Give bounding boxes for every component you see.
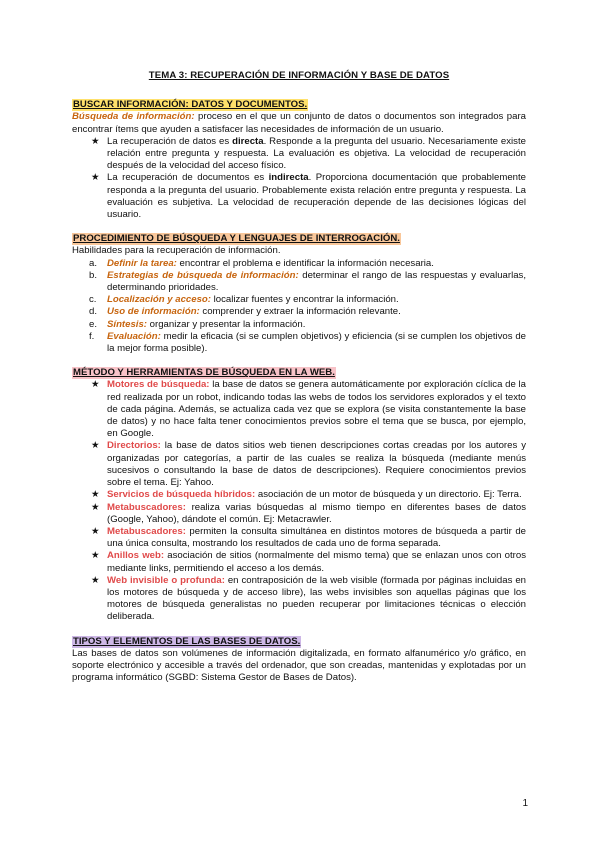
star-bullet-icon: ★ bbox=[91, 525, 100, 537]
section-tipos-bases-datos bbox=[72, 636, 526, 685]
list-item bbox=[72, 440, 526, 489]
page-title: TEMA 3: RECUPERACIÓN DE INFORMACIÓN Y BASE DE DATOS bbox=[148, 70, 450, 81]
term: Servicios de búsqueda híbridos: bbox=[107, 489, 256, 501]
definition: la base de datos sitios web tienen descripciones cortas creadas por los autores y organizadas por categorías, a partir de las cuales se realiza la búsqueda (mediante menús sucesivos o consultando la base de datos de descripciones). Requiere conocimientos previos sobre el tema. Ej: Yahoo. bbox=[107, 440, 526, 489]
section-buscar-informacion bbox=[72, 99, 526, 221]
list-item bbox=[72, 526, 526, 550]
list-marker: d. bbox=[89, 306, 98, 318]
star-bullet-icon: ★ bbox=[91, 440, 100, 452]
list-item bbox=[72, 306, 526, 318]
list-item bbox=[72, 550, 526, 574]
definition: la base de datos se genera automáticamente por exploración cíclica de la red realizada por un robot, indicando todas las webs de todos los servidores explorados y el texto de cada página. Además, se actualiza cada vez que se explora (se visita constantemente la base de datos) y no hace falta tener conocimientos previos sobre el tema que se busca, por ejemplo, en Google. bbox=[107, 379, 527, 440]
page-number: 1 bbox=[522, 798, 528, 809]
definition: permiten la consulta simultánea en distintos motores de búsqueda a partir de una única consulta, mostrando los resultados de cada uno de forma separada. bbox=[107, 525, 526, 550]
star-list bbox=[72, 136, 526, 221]
paragraph: Las bases de datos son volúmenes de información digitalizada, en formato alfanumérico y/o gráfico, en soporte electrónico y accesible a través del ordenador, que son creadas, mantenidas y explotadas por un programa informático (SGBD: Sistema Gestor de Bases de Datos). bbox=[72, 647, 526, 684]
definition: comprender y extraer la información relevante. bbox=[199, 306, 401, 318]
term: Anillos web: bbox=[107, 550, 165, 562]
star-list bbox=[72, 379, 526, 623]
star-bullet-icon: ★ bbox=[91, 501, 100, 513]
term: Motores de búsqueda: bbox=[107, 379, 210, 391]
list-marker: a. bbox=[89, 257, 98, 269]
list-marker: b. bbox=[89, 269, 98, 281]
term: Definir la tarea: bbox=[107, 257, 177, 269]
definition: proceso en el que un conjunto de datos o documentos son integrados para encontrar ítems que ayuden a satisfacer las necesidades de información de un usuario. bbox=[72, 111, 526, 135]
list-item bbox=[72, 502, 526, 526]
term: Web invisible o profunda: bbox=[107, 574, 225, 586]
list-item bbox=[72, 136, 526, 173]
emphasis: indirecta bbox=[268, 172, 309, 184]
term: Directorios: bbox=[107, 440, 161, 452]
list-item bbox=[72, 489, 526, 501]
list-marker: e. bbox=[89, 318, 98, 330]
term: Estrategias de búsqueda de información: bbox=[107, 269, 299, 281]
list-item bbox=[72, 379, 526, 440]
page-content bbox=[72, 70, 526, 684]
star-bullet-icon: ★ bbox=[91, 172, 100, 184]
section-heading: PROCEDIMIENTO DE BÚSQUEDA Y LENGUAJES DE INTERROGACIÓN. bbox=[73, 233, 400, 245]
section-heading: TIPOS Y ELEMENTOS DE LAS BASES DE DATOS. bbox=[73, 635, 301, 647]
term: Evaluación: bbox=[107, 330, 161, 342]
emphasis: directa bbox=[232, 135, 264, 147]
definition: determinar el rango de las respuestas y evaluarlas, determinando prioridades. bbox=[107, 269, 526, 294]
term: Metabuscadores: bbox=[107, 525, 186, 537]
star-bullet-icon: ★ bbox=[91, 379, 100, 391]
term: Localización y acceso: bbox=[107, 294, 211, 306]
definition: organizar y presentar la información. bbox=[147, 318, 306, 330]
text: La recuperación de datos es bbox=[107, 135, 233, 147]
section-heading: MÉTODO Y HERRAMIENTAS DE BÚSQUEDA EN LA WEB. bbox=[73, 367, 335, 379]
term: Uso de información: bbox=[107, 306, 200, 318]
term: Síntesis: bbox=[107, 318, 147, 330]
section-metodo-herramientas bbox=[72, 367, 526, 623]
definition: en contraposición de la web visible (formada por páginas incluidas en los motores de búsqueda y de acceso libre), las webs invisibles son aquellas páginas que los motores de búsqueda generalistas no pueden recuperar por limitaciones técnicas o elección deliberada. bbox=[107, 574, 526, 623]
section-heading: BUSCAR INFORMACIÓN: DATOS Y DOCUMENTOS. bbox=[73, 99, 308, 111]
list-item bbox=[72, 331, 526, 355]
definition: realiza varias búsquedas al mismo tiempo en diferentes bases de datos (Google, Yahoo), dándote el común. Ej: Metacrawler. bbox=[107, 501, 526, 525]
list-item bbox=[72, 575, 526, 624]
star-bullet-icon: ★ bbox=[91, 135, 100, 147]
list-item bbox=[72, 270, 526, 294]
paragraph: Habilidades para la recuperación de información. bbox=[72, 245, 281, 257]
list-item bbox=[72, 258, 526, 270]
star-bullet-icon: ★ bbox=[91, 489, 100, 501]
definition: asociación de un motor de búsqueda y un directorio. Ej: Terra. bbox=[255, 489, 522, 501]
list-item bbox=[72, 319, 526, 331]
definition: localizar fuentes y encontrar la información. bbox=[210, 294, 399, 306]
text: . Proporciona documentación que probablemente responda a la pregunta del usuario. Probablemente exista relación entre pregunta y respuesta. La evaluación es subjetiva. La velocidad de recuperación depende de las decisiones lógicas del usuario. bbox=[107, 172, 527, 221]
list-item bbox=[72, 294, 526, 306]
star-bullet-icon: ★ bbox=[91, 550, 100, 562]
term: Metabuscadores: bbox=[107, 501, 186, 513]
text: La recuperación de documentos es bbox=[107, 172, 269, 184]
definition: asociación de sitios (normalmente del mismo tema) que se enlazan unos con otros mediante links, permitiendo el acceso a los demás. bbox=[107, 550, 526, 574]
definition: encontrar el problema e identificar la información necesaria. bbox=[176, 257, 434, 269]
list-marker: f. bbox=[89, 330, 95, 342]
list-item bbox=[72, 172, 526, 221]
star-bullet-icon: ★ bbox=[91, 574, 100, 586]
definition: medir la eficacia (si se cumplen objetivos) y eficiencia (si se cumplen los objetivos de la mejor forma posible). bbox=[107, 330, 526, 355]
lettered-list bbox=[72, 258, 526, 356]
list-marker: c. bbox=[89, 294, 97, 306]
term: Búsqueda de información: bbox=[72, 111, 195, 123]
text: . Responde a la pregunta del usuario. Necesariamente existe relación entre pregunta y respuesta. La evaluación es objetiva. La velocidad de recuperación después de la velocidad del acceso físico. bbox=[107, 135, 526, 172]
section-procedimiento bbox=[72, 233, 526, 355]
paragraph bbox=[72, 111, 526, 135]
